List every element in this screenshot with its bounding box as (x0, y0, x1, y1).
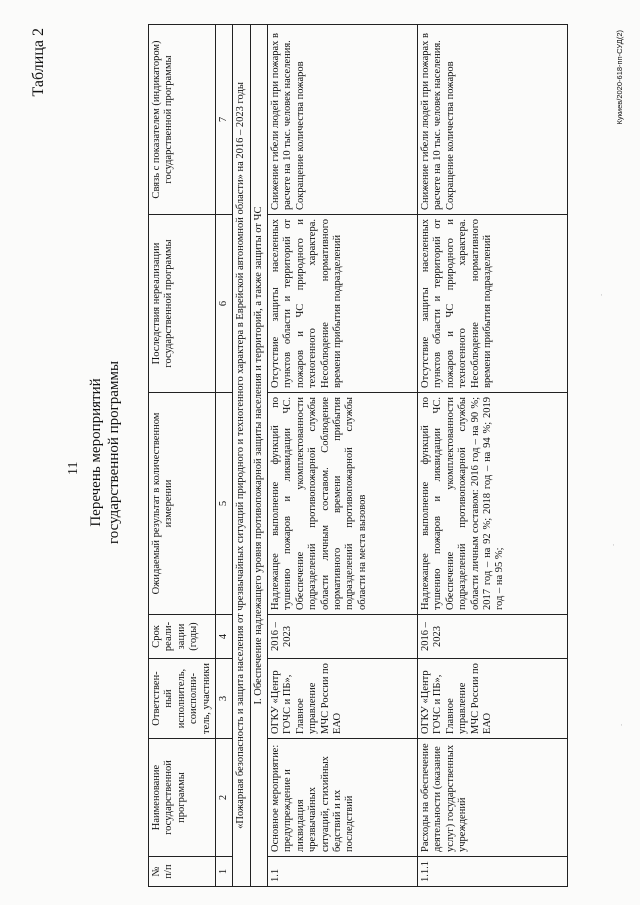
column-number: 3 (215, 659, 232, 739)
row-term: 2016 – 2023 (268, 615, 418, 659)
table-label: Таблица 2 (30, 28, 47, 97)
row-number: 1.1 (268, 857, 418, 887)
table-row (268, 25, 418, 887)
row-indicator: Снижение гибели людей при пожарах в расчете на 10 тыс. человек населения. Сокращение количества пожаров (418, 25, 568, 215)
row-indicator: Снижение гибели людей при пожарах в расчете на 10 тыс. человек населения. Сокращение количества пожаров (268, 25, 418, 215)
row-result: Надлежащее выполнение функций по тушению пожаров и ликвидации ЧС. Обеспечение укомплектованности подразделений противопожарной службы области личным составом: 2016 год – на 90 %; 2017 год – на 92 %; 2018 год – на 94 %; 2019 год – на 95 %; (418, 393, 568, 615)
row-consequence: Отсутствие защиты населенных пунктов области и территорий от пожаров и ЧС природного и техногенного характера. Несоблюдение нормативного времени прибытия подразделений (268, 215, 418, 393)
column-number-row (215, 25, 232, 887)
page-number: 11 (66, 461, 81, 475)
document-subtitle: государственной программы (106, 360, 122, 545)
column-number: 2 (215, 739, 232, 857)
header-row (149, 25, 216, 887)
row-executor: ОГКУ «Центр ГОЧС и ПБ», Главное управление МЧС России по ЕАО (268, 659, 418, 739)
header-cell: Связь с показателем (индикатором) государственной программы (149, 25, 216, 215)
row-consequence: Отсутствие защиты населенных пунктов области и территорий от пожаров и ЧС природного и техногенного характера. Несоблюдение нормативного времени прибытия подразделений (418, 215, 568, 393)
header-cell: Последствия нереализации государственной программы (149, 215, 216, 393)
column-number: 6 (215, 215, 232, 393)
document-title: Перечень мероприятий (88, 378, 104, 527)
row-name: Основное мероприятие: предупреждение и ликвидация чрезвычайных ситуаций, стихийных бедствий и их последствий (268, 739, 418, 857)
header-cell: Наименование государственной программы (149, 739, 216, 857)
header-cell: Срок реали-зации (годы) (149, 615, 216, 659)
measures-table (148, 24, 568, 887)
column-number: 7 (215, 25, 232, 215)
header-cell: № п/п (149, 857, 216, 887)
section-title-row (250, 25, 267, 887)
row-number: 1.1.1 (418, 857, 568, 887)
column-number: 5 (215, 393, 232, 615)
row-term: 2016 – 2023 (418, 615, 568, 659)
column-number: 1 (215, 857, 232, 887)
section-title: I. Обеспечение надлежащего уровня противопожарной защиты населения и территорий, а также защиты от ЧС (250, 25, 267, 887)
footer-code: Кукиев/2020-618-пп-СУД(2) (615, 30, 624, 125)
column-number: 4 (215, 615, 232, 659)
scan-speck: · (620, 720, 623, 730)
program-title-row (233, 25, 250, 887)
table-row (418, 25, 568, 887)
row-result: Надлежащее выполнение функций по тушению пожаров и ликвидации ЧС. Обеспечение укомплектованности подразделений противопожарной службы области личным составом. Соблюдение нормативного времени прибытия подразделений противопожарной службы области на места вызовов (268, 393, 418, 615)
header-cell: Ответствен-ный исполнитель, соисполни-тель, участники (149, 659, 216, 739)
program-title: «Пожарная безопасность и защита населения от чрезвычайных ситуаций природного и техногенного характера в Еврейской автономной области» на 2016 – 2023 годы (233, 25, 250, 887)
row-name: Расходы на обеспечение деятельности (оказание услуг) государственных учреждений (418, 739, 568, 857)
header-cell: Ожидаемый результат в количественном измерении (149, 393, 216, 615)
row-executor: ОГКУ «Центр ГОЧС и ПБ», Главное управление МЧС России по ЕАО (418, 659, 568, 739)
scan-speck: · (600, 290, 603, 300)
scan-speck: · (612, 540, 615, 550)
